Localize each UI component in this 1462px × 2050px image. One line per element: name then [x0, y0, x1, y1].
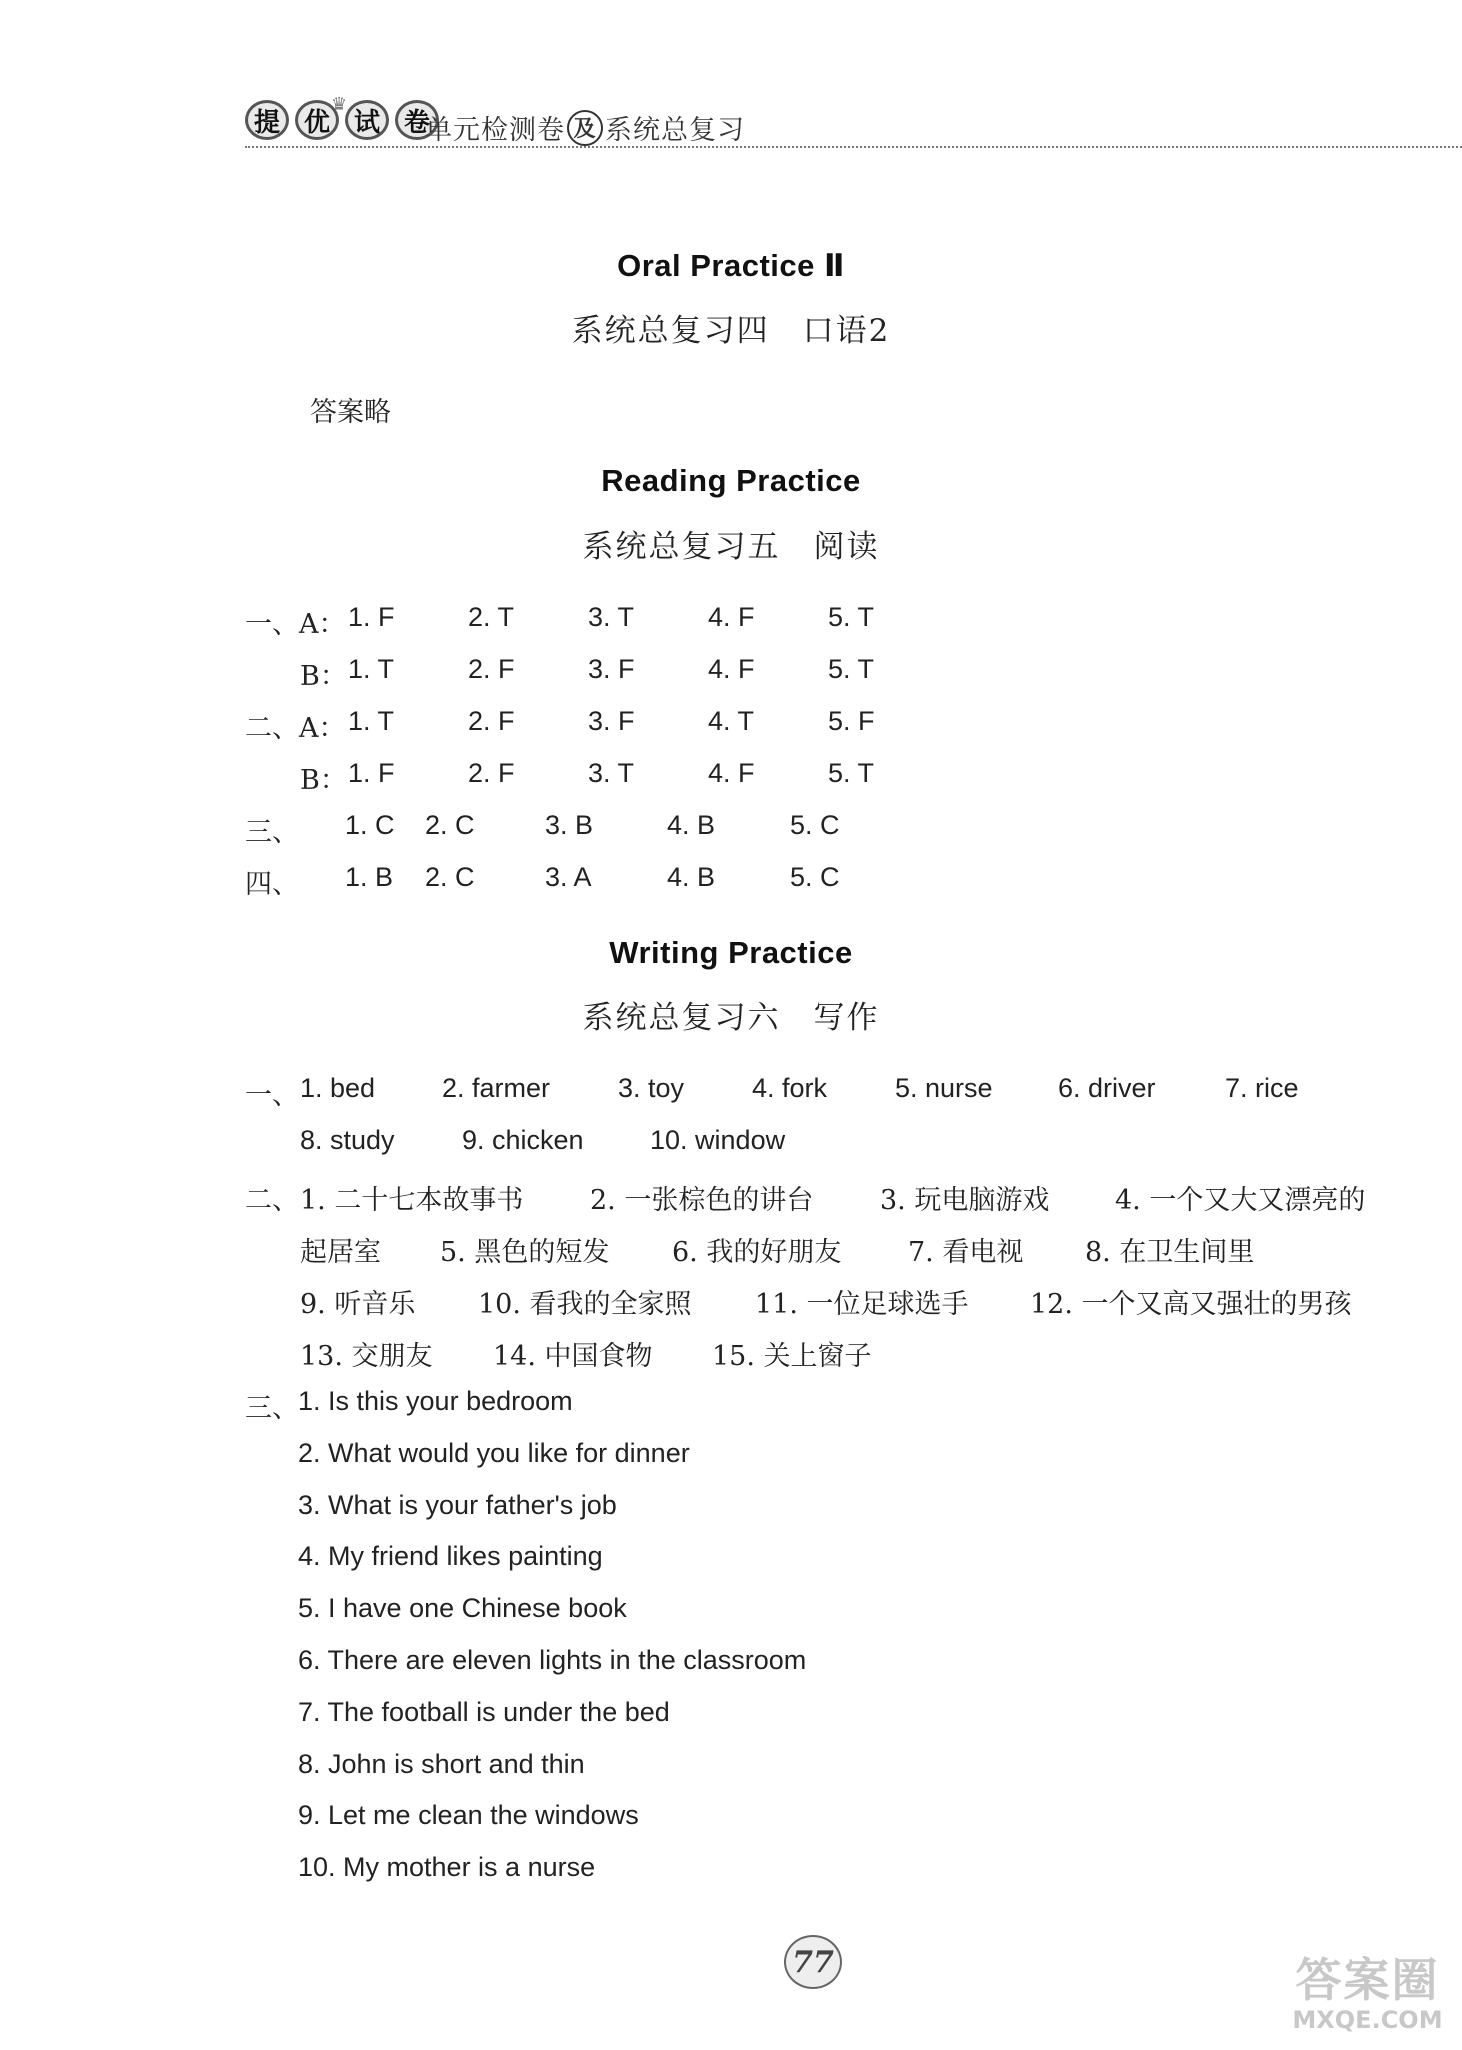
reading-answer: 4. F [708, 602, 755, 632]
phrase-answer: 2. 一张棕色的讲台 [590, 1185, 814, 1216]
header-subtitle: 单元检测卷 及 系统总复习 [425, 108, 745, 147]
brand-char: 试 [345, 100, 389, 140]
sentence-answer: 3. What is your father's job [298, 1489, 617, 1520]
vocab-answer: 3. toy [618, 1073, 685, 1103]
reading-answer: 4. F [708, 654, 755, 684]
brand-char: 优 [295, 100, 339, 140]
reading-answer: 2. F [468, 654, 515, 684]
reading-answer: 3. F [588, 654, 635, 684]
phrase-answer: 9. 听音乐 [300, 1289, 416, 1320]
sentence-answer: 10. My mother is a nurse [298, 1852, 596, 1883]
phrase-answer: 10. 看我的全家照 [478, 1289, 692, 1320]
reading-answer: 5. C [790, 810, 840, 840]
writing-part2-label: 二、 [245, 1185, 299, 1216]
reading-answer: 3. A [545, 862, 592, 892]
circled-char: 及 [567, 110, 603, 146]
watermark-url: MXQE.COM [1292, 2006, 1443, 2034]
oral-title: Oral Practice Ⅱ [617, 248, 845, 283]
sentence-answer: 5. I have one Chinese book [298, 1593, 627, 1624]
phrase-answer: 5. 黑色的短发 [440, 1237, 610, 1268]
header-divider [245, 146, 1462, 148]
writing-title: Writing Practice [609, 935, 853, 970]
brand-char: 卷 [395, 100, 439, 140]
phrase-answer: 4. 一个又大又漂亮的 [1115, 1185, 1366, 1216]
writing-part3-label: 三、 [245, 1393, 299, 1424]
sentence-answer: 6. There are eleven lights in the classroom [298, 1645, 807, 1675]
page-header [245, 88, 1462, 150]
vocab-answer: 2. farmer [442, 1073, 551, 1103]
reading-answer: 2. C [425, 810, 475, 840]
watermark-logo: 答案圈 [1295, 1953, 1440, 2007]
phrase-answer: 1. 二十七本故事书 [300, 1185, 524, 1216]
reading-answer: 4. B [667, 862, 716, 892]
sentence-answer: 2. What would you like for dinner [298, 1437, 690, 1468]
oral-subtitle: 系统总复习四 口语2 [571, 313, 891, 349]
phrase-answer: 8. 在卫生间里 [1085, 1237, 1255, 1268]
reading-row-label: 四、 [245, 869, 299, 900]
reading-answer: 5. F [828, 706, 875, 736]
writing-subtitle: 系统总复习六 写作 [582, 1000, 880, 1036]
sentence-answer: 8. John is short and thin [298, 1748, 585, 1779]
vocab-answer: 8. study [300, 1125, 395, 1155]
reading-row-label: 二、A： [245, 713, 346, 744]
sentence-answer: 4. My friend likes painting [298, 1541, 603, 1572]
brand-logo [245, 94, 439, 140]
reading-answer: 4. B [667, 810, 716, 840]
phrase-answer: 14. 中国食物 [493, 1341, 653, 1372]
reading-answer: 1. B [345, 862, 394, 892]
reading-answer: 3. B [545, 810, 594, 840]
reading-row-label: 一、A： [245, 609, 346, 640]
sentence-answer: 7. The football is under the bed [298, 1696, 670, 1727]
phrase-answer: 12. 一个又高又强壮的男孩 [1030, 1289, 1352, 1320]
reading-answer: 3. T [588, 602, 635, 632]
oral-answer: 答案略 [310, 397, 391, 428]
vocab-answer: 5. nurse [895, 1073, 993, 1103]
writing-part1-label: 一、 [245, 1080, 299, 1111]
reading-row-label: B： [300, 765, 347, 796]
brand-char: 提 [245, 100, 289, 140]
reading-answer: 1. C [345, 810, 395, 840]
reading-title: Reading Practice [601, 463, 861, 498]
reading-answer: 2. F [468, 758, 515, 788]
watermark [1280, 1955, 1455, 2045]
phrase-answer: 15. 关上窗子 [712, 1341, 872, 1372]
reading-answer: 5. C [790, 862, 840, 892]
reading-answer: 2. T [468, 602, 515, 632]
vocab-answer: 6. driver [1058, 1073, 1156, 1103]
phrase-answer: 13. 交朋友 [300, 1341, 433, 1372]
phrase-answer: 起居室 [300, 1237, 381, 1268]
crown-icon: ♛ [331, 94, 348, 114]
reading-answer: 1. T [348, 706, 395, 736]
reading-answer: 1. F [348, 758, 395, 788]
reading-answer: 4. T [708, 706, 755, 736]
phrase-answer: 7. 看电视 [908, 1237, 1024, 1268]
phrase-answer: 3. 玩电脑游戏 [880, 1185, 1050, 1216]
reading-answer: 5. T [828, 654, 875, 684]
reading-subtitle: 系统总复习五 阅读 [582, 529, 880, 565]
reading-answer: 2. C [425, 862, 475, 892]
reading-answer: 1. F [348, 602, 395, 632]
vocab-answer: 1. bed [300, 1073, 376, 1103]
reading-answer: 4. F [708, 758, 755, 788]
reading-answer: 2. F [468, 706, 515, 736]
phrase-answer: 11. 一位足球选手 [755, 1289, 969, 1320]
reading-answer: 5. T [828, 602, 875, 632]
reading-row-label: 三、 [245, 817, 299, 848]
vocab-answer: 9. chicken [462, 1125, 584, 1155]
reading-answer: 5. T [828, 758, 875, 788]
reading-answer: 3. T [588, 758, 635, 788]
sentence-answer: 9. Let me clean the windows [298, 1800, 639, 1831]
reading-row-label: B： [300, 661, 347, 692]
sentence-answer: 1. Is this your bedroom [298, 1386, 573, 1416]
vocab-answer: 10. window [650, 1125, 786, 1155]
vocab-answer: 7. rice [1225, 1073, 1299, 1103]
reading-answer: 1. T [348, 654, 395, 684]
reading-answer: 3. F [588, 706, 635, 736]
vocab-answer: 4. fork [752, 1073, 828, 1103]
page-number: 77 [784, 1935, 842, 1989]
phrase-answer: 6. 我的好朋友 [672, 1237, 842, 1268]
